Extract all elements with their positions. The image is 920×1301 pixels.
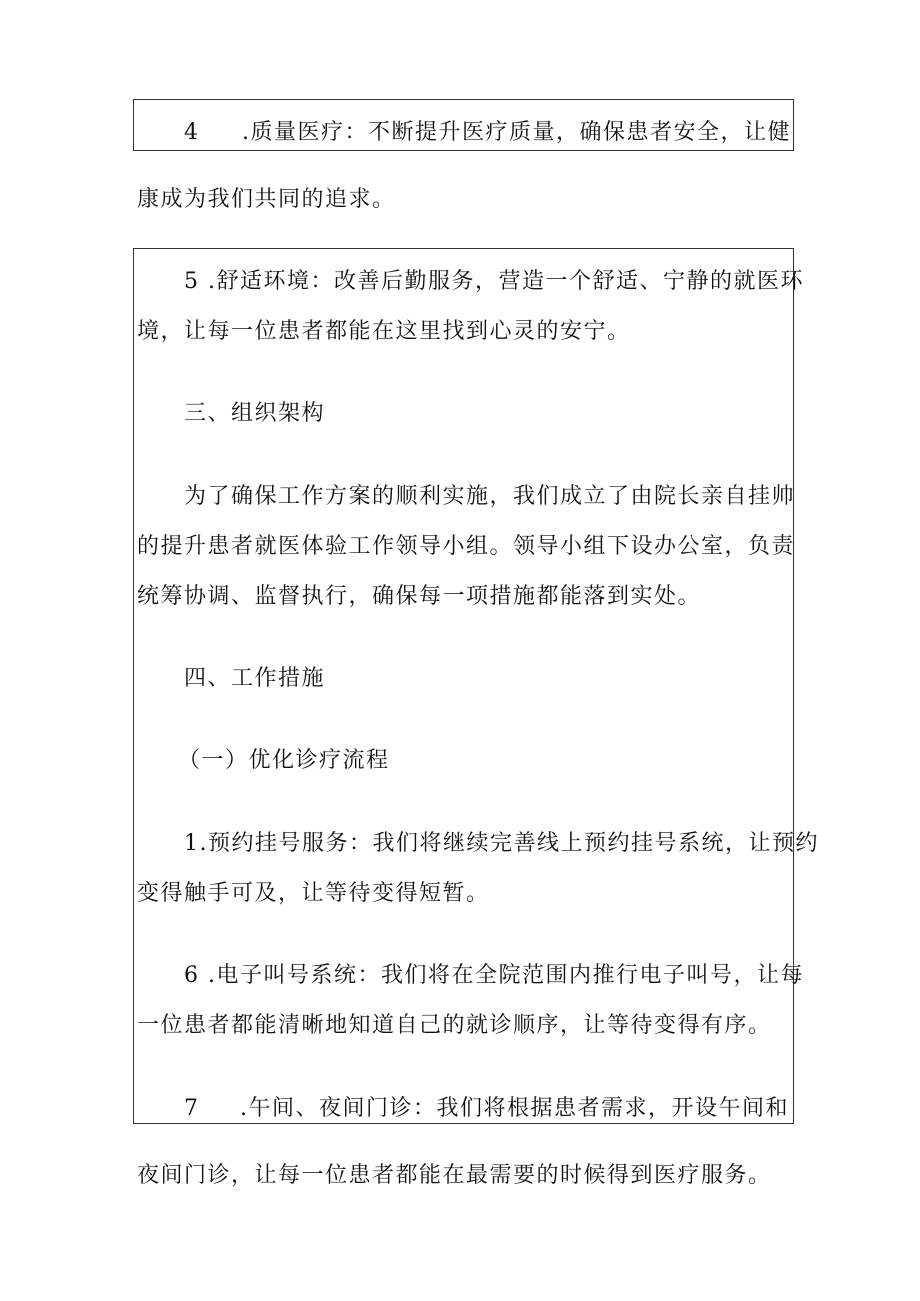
item-4-number: 4 [184,120,200,145]
item-7-number: 7 [184,1096,200,1121]
item-7-text: .午间、夜间门诊：我们将根据患者需求，开设午间和 [240,1096,789,1121]
item-4-text: .质量医疗：不断提升医疗质量，确保患者安全，让健 [242,120,791,145]
